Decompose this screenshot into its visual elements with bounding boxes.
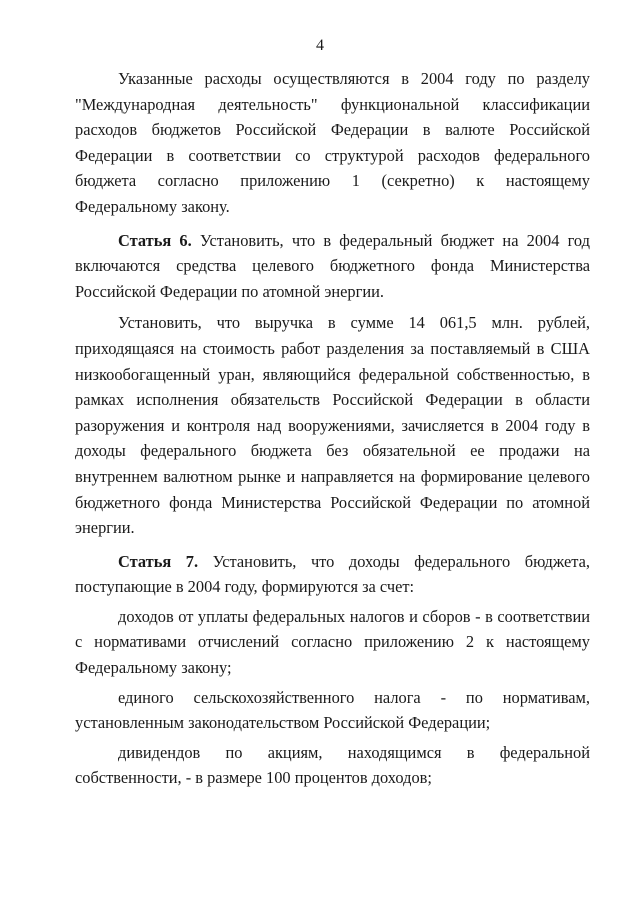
paragraph-federal-taxes: доходов от уплаты федеральных налогов и сборов - в соответствии с нормативами отчислений согласно приложению 2 к настоящему Федеральному закону; bbox=[75, 606, 590, 678]
article-7-label: Статья 7. bbox=[118, 551, 199, 571]
article-6-text: Установить, что в федеральный бюджет на 2004 год включаются средства целевого бюджетного фонда Министерства Российской Федерации по атомной энергии. bbox=[75, 230, 590, 301]
document-body bbox=[75, 66, 590, 791]
article-7-text: Установить, что доходы федерального бюджета, поступающие в 2004 году, формируются за счет: bbox=[75, 551, 590, 597]
article-6-label: Статья 6. bbox=[118, 230, 192, 250]
paragraph-expenses-international: Указанные расходы осуществляются в 2004 году по разделу "Международная деятельность" функциональной классификации расходов бюджетов Российской Федерации в валюте Российской Федерации в соответствии со структурой расходов федерального бюджета согласно приложению 1 (секретно) к настоящему Федеральному закону. bbox=[75, 69, 590, 216]
article-6-paragraph bbox=[75, 228, 590, 305]
paragraph-dividends: дивидендов по акциям, находящимся в федеральной собственности, - в размере 100 процентов доходов; bbox=[75, 742, 590, 788]
article-7-paragraph bbox=[75, 549, 590, 600]
paragraph-agricultural-tax: единого сельскохозяйственного налога - по нормативам, установленным законодательством Российской Федерации; bbox=[75, 687, 590, 733]
paragraph-uranium-revenue: Установить, что выручка в сумме 14 061,5 млн. рублей, приходящаяся на стоимость работ разделения за поставляемый в США низкообогащенный уран, являющийся федеральной собственностью, в рамках исполнения обязательств Российской Федерации в области разоружения и контроля над вооружениями, зачисляется в 2004 году в доходы федерального бюджета без обязательной ее продажи на внутреннем валютном рынке и направляется на формирование целевого бюджетного фонда Министерства Российской Федерации по атомной энергии. bbox=[75, 313, 590, 538]
page-number: 4 bbox=[316, 37, 324, 54]
